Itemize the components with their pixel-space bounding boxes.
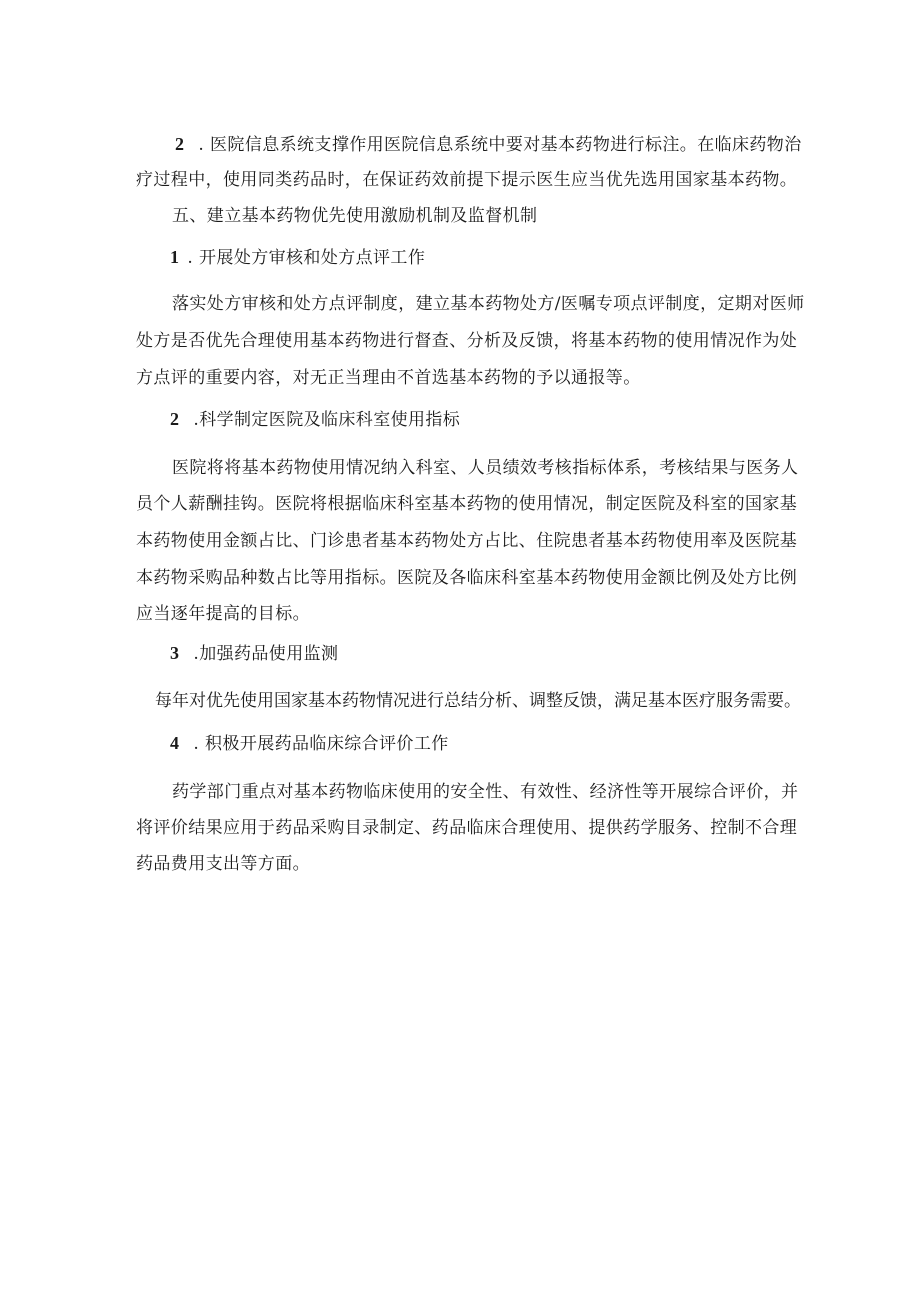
paragraph-2-line-2: 疗过程中，使用同类药品时，在保证药效前提下提示医生应当优先选用国家基本药物。: [136, 170, 798, 190]
item-2-body-line-4: 本药物采购品种数占比等用指标。医院及各临床科室基本药物使用金额比例及处方比例: [136, 568, 798, 588]
item-title: .科学制定医院及临床科室使用指标: [193, 410, 461, 430]
item-2-body-line-2: 员个人薪酬挂钩。医院将根据临床科室基本药物的使用情况，制定医院及科室的国家基: [136, 494, 798, 514]
item-title: . 积极开展药品临床综合评价工作: [193, 734, 449, 754]
item-number: 1: [170, 247, 180, 267]
item-2-body-line-3: 本药物使用金额占比、门诊患者基本药物处方占比、住院患者基本药物使用率及医院基: [136, 531, 798, 551]
item-3-body-line-1: 每年对优先使用国家基本药物情况进行总结分析、调整反馈，满足基本医疗服务需要。: [155, 691, 801, 711]
item-1-body-line-2: 处方是否优先合理使用基本药物进行督查、分析及反馈，将基本药物的使用情况作为处: [136, 331, 798, 351]
item-4-body-line-1: 药学部门重点对基本药物临床使用的安全性、有效性、经济性等开展综合评价，并: [172, 782, 799, 802]
item-title: .加强药品使用监测: [193, 644, 339, 664]
paragraph-2-line-1: [175, 132, 802, 157]
section-heading: 五、建立基本药物优先使用激励机制及监督机制: [172, 206, 538, 226]
item-2-heading: [170, 407, 460, 432]
item-3-heading: [170, 641, 338, 666]
item-number: 3: [170, 643, 180, 663]
item-number: 4: [170, 733, 180, 753]
paragraph-text: . 医院信息系统支撑作用医院信息系统中要对基本药物进行标注。在临床药物治: [198, 135, 802, 155]
item-1-body-line-1: 落实处方审核和处方点评制度，建立基本药物处方/医嘱专项点评制度，定期对医师: [172, 294, 805, 314]
item-4-body-line-3: 药品费用支出等方面。: [136, 854, 310, 874]
item-1-heading: [170, 245, 425, 270]
item-4-heading: [170, 731, 449, 756]
item-2-body-line-1: 医院将将基本药物使用情况纳入科室、人员绩效考核指标体系，考核结果与医务人: [172, 458, 799, 478]
item-4-body-line-2: 将评价结果应用于药品采购目录制定、药品临床合理使用、提供药学服务、控制不合理: [136, 818, 798, 838]
item-title: . 开展处方审核和处方点评工作: [187, 248, 426, 268]
item-1-body-line-3: 方点评的重要内容，对无正当理由不首选基本药物的予以通报等。: [136, 368, 641, 388]
item-number: 2: [170, 409, 180, 429]
item-number: 2: [175, 134, 185, 154]
item-2-body-line-5: 应当逐年提高的目标。: [136, 604, 310, 624]
